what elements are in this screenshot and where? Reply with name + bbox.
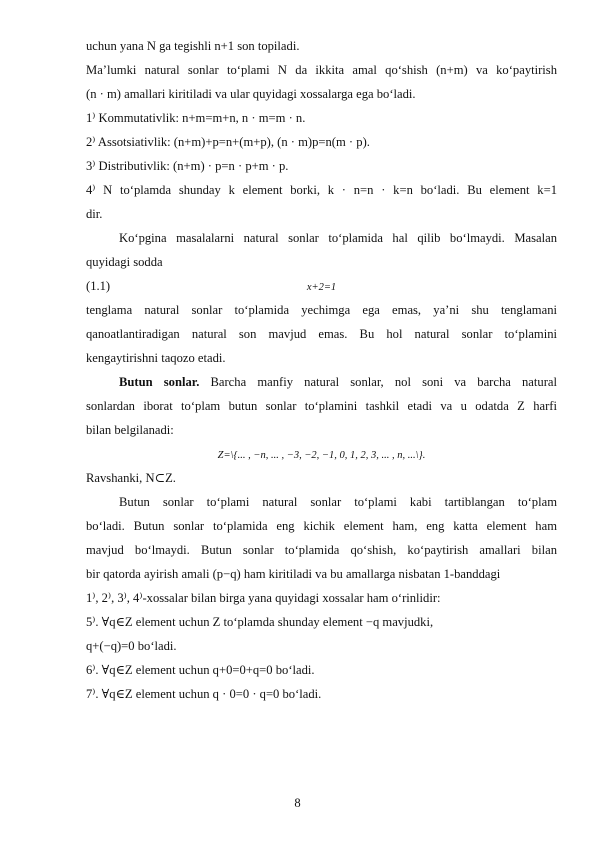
text-line: uchun yana N ga tegishli n+1 son topiladi. bbox=[86, 39, 300, 53]
text-line: Ma’lumki natural sonlar to‘plami N da ikkita amal qo‘shish (n+m) va ko‘paytirish bbox=[86, 63, 557, 77]
page-number: 8 bbox=[294, 796, 301, 810]
equation-number: (1.1) bbox=[86, 279, 111, 293]
text-span: Barcha manfiy natural sonlar, nol soni va barcha natural bbox=[199, 375, 557, 389]
text-line: quyidagi sodda bbox=[86, 255, 163, 269]
text-line: dir. bbox=[86, 207, 103, 221]
text-line: 7⁾. ∀q∈Z element uchun q · 0=0 · q=0 bo‘ladi. bbox=[86, 687, 322, 701]
text-line: (n · m) amallari kiritiladi va ular quyidagi xossalarga ega bo‘ladi. bbox=[86, 87, 416, 101]
text-line: bo‘ladi. Butun sonlar to‘plamida eng kichik element ham, eng katta element ham bbox=[86, 519, 557, 533]
text-line: 4⁾ N to‘plamda shunday k element borki, k · n=n · k=n bo‘ladi. Bu element k=1 bbox=[86, 183, 557, 197]
text-line: q+(−q)=0 bo‘ladi. bbox=[86, 639, 177, 653]
text-line: Butun sonlar to‘plami natural sonlar to‘plami kabi tartiblangan to‘plam bbox=[119, 495, 557, 509]
text-line: 1⁾ Kommutativlik: n+m=m+n, n · m=m · n. bbox=[86, 111, 306, 125]
equation bbox=[86, 446, 557, 464]
text-line: qanoatlantiradigan natural son mavjud emas. Bu hol natural sonlar to‘plamini bbox=[86, 327, 557, 341]
text-line: Ko‘pgina masalalarni natural sonlar to‘plamida hal qilib bo‘lmaydi. Masalan bbox=[119, 231, 557, 245]
text-line: mavjud bo‘lmaydi. Butun sonlar to‘plamida qo‘shish, ko‘paytirish amallari bilan bbox=[86, 543, 557, 557]
equation-body: Z=\{... , −n, ... , −3, −2, −1, 0, 1, 2, 3, ... , n, ...\}. bbox=[217, 450, 426, 461]
text-line: sonlardan iborat to‘plam butun sonlar to‘plamini tashkil etadi va u odatda Z harfi bbox=[86, 399, 557, 413]
text-line: 2⁾ Assotsiativlik: (n+m)+p=n+(m+p), (n · m)p=n(m · p). bbox=[86, 135, 370, 149]
text-line: bilan belgilanadi: bbox=[86, 423, 174, 437]
text-line: Ravshanki, N⊂Z. bbox=[86, 471, 176, 485]
text-line: 1⁾, 2⁾, 3⁾, 4⁾-xossalar bilan birga yana quyidagi xossalar ham o‘rinlidir: bbox=[86, 591, 441, 605]
section-heading: Butun sonlar. bbox=[119, 375, 200, 389]
text-line: tenglama natural sonlar to‘plamida yechimga ega emas, ya’ni shu tenglamani bbox=[86, 303, 557, 317]
text-line: kengaytirishni taqozo etadi. bbox=[86, 351, 226, 365]
text-line: 6⁾. ∀q∈Z element uchun q+0=0+q=0 bo‘ladi. bbox=[86, 663, 315, 677]
text-line: 5⁾. ∀q∈Z element uchun Z to‘plamda shunday element −q mavjudki, bbox=[86, 615, 434, 629]
text-line: bir qatorda ayirish amali (p−q) ham kiritiladi va bu amallarga nisbatan 1-banddagi bbox=[86, 567, 501, 581]
equation-body: x+2=1 bbox=[306, 282, 337, 293]
text-line bbox=[119, 374, 557, 390]
text-line: 3⁾ Distributivlik: (n+m) · p=n · p+m · p. bbox=[86, 159, 289, 173]
